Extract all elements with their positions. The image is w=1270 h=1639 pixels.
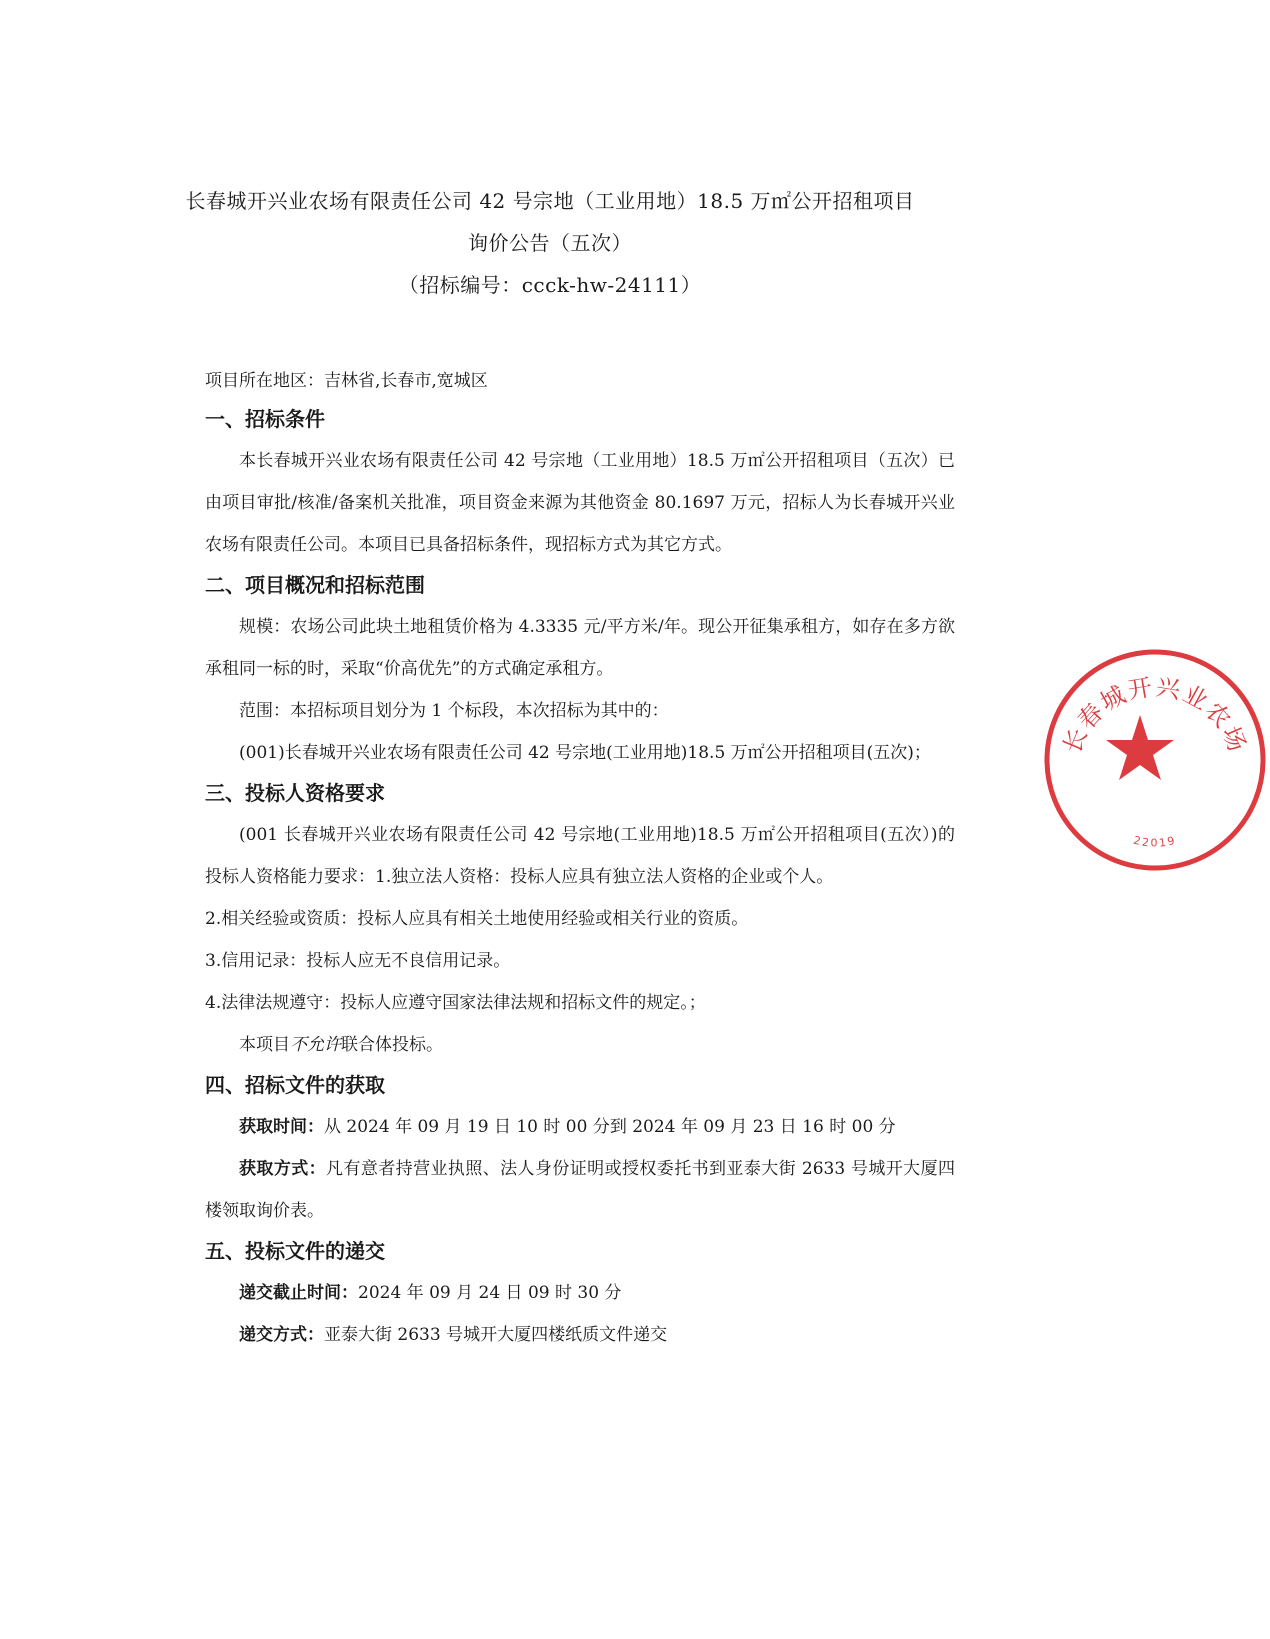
section-1-text: 本长春城开兴业农场有限责任公司 42 号宗地（工业用地）18.5 万㎡公开招租项目（五次）已由项目审批/核准/备案机关批准，项目资金来源为其他资金 80.1697 万元，招标人为长春城开兴业农场有限责任公司。本项目已具备招标条件，现招标方式为其它方式。 [205,451,955,555]
method-label: 获取方式： [239,1159,327,1179]
section-3-req-2: 2.相关经验或资质：投标人应具有相关土地使用经验或相关行业的资质。 [205,909,749,929]
section-2-lot: (001)长春城开兴业农场有限责任公司 42 号宗地(工业用地)18.5 万㎡公开招租项目(五次)； [239,743,931,763]
section-5-method [205,1314,955,1356]
title-line-1: 长春城开兴业农场有限责任公司 42 号宗地（工业用地）18.5 万㎡公开招租项目 [185,189,915,213]
seal-text: 长春城开兴业农场 [1057,672,1253,758]
section-2-scope: 范围：本招标项目划分为 1 个标段，本次招标为其中的： [239,701,669,721]
section-1-heading: 一、招标条件 [205,407,325,431]
submit-method-label: 递交方式： [239,1325,324,1345]
document-body [205,366,955,1356]
project-region: 项目所在地区：吉林省,长春市,宽城区 [205,371,488,391]
section-5-heading: 五、投标文件的递交 [205,1239,385,1263]
company-seal [1040,645,1270,875]
union-emphasis: 不允许 [290,1035,341,1055]
document-title [150,180,950,306]
deadline-label: 递交截止时间： [239,1283,358,1303]
union-prefix: 本项目 [239,1035,290,1055]
deadline-value: 2024 年 09 月 24 日 09 时 30 分 [358,1283,622,1303]
tender-number: （招标编号：ccck-hw-24111） [398,273,702,297]
submit-method-value: 亚泰大街 2633 号城开大厦四楼纸质文件递交 [324,1325,668,1345]
method-value: 凡有意者持营业执照、法人身份证明或授权委托书到亚泰大街 2633 号城开大厦四楼领取询价表。 [205,1159,955,1221]
section-3-req-4: 4.法律法规遵守：投标人应遵守国家法律法规和招标文件的规定。； [205,993,706,1013]
section-3-requirements: (001 长春城开兴业农场有限责任公司 42 号宗地(工业用地)18.5 万㎡公开招租项目(五次）)的投标人资格能力要求：1.独立法人资格：投标人应具有独立法人资格的企业或个人。 [205,825,955,887]
section-3-req-3: 3.信用记录：投标人应无不良信用记录。 [205,951,511,971]
section-3-union [205,1024,955,1066]
section-2-heading: 二、项目概况和招标范围 [205,573,425,597]
title-line-2: 询价公告（五次） [468,231,632,255]
section-2-scale: 规模：农场公司此块土地租赁价格为 4.3335 元/平方米/年。现公开征集承租方，如存在多方欲承租同一标的时，采取“价高优先”的方式确定承租方。 [205,617,955,679]
section-5-deadline [205,1272,955,1314]
section-4-heading: 四、招标文件的获取 [205,1073,385,1097]
section-3-heading: 三、投标人资格要求 [205,781,385,805]
time-value: 从 2024 年 09 月 19 日 10 时 00 分到 2024 年 09 月 23 日 16 时 00 分 [324,1117,896,1137]
section-4-time [205,1106,955,1148]
time-label: 获取时间： [239,1117,324,1137]
section-4-method [205,1148,955,1232]
seal-ring [1047,652,1263,868]
union-suffix: 联合体投标。 [341,1035,443,1055]
seal-star-icon [1106,715,1174,780]
seal-number: 22019 [1132,833,1178,850]
